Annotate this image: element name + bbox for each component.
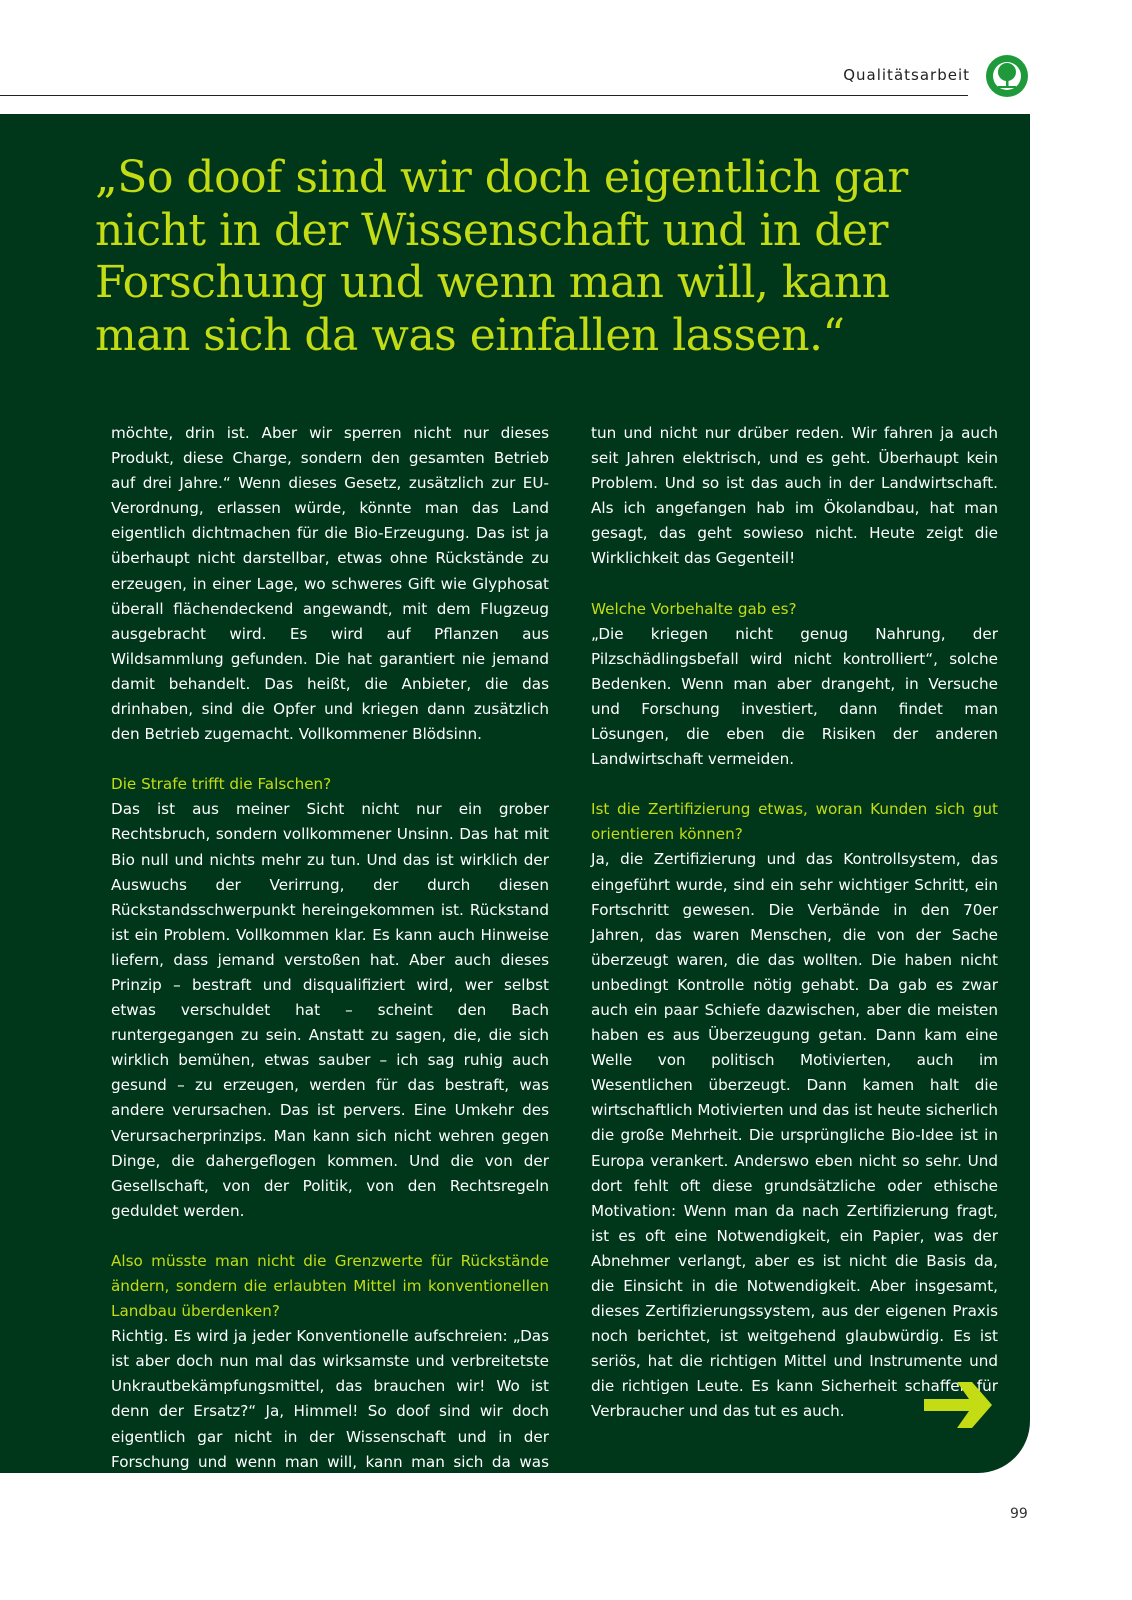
question-heading: Welche Vorbehalte gab es? xyxy=(591,599,797,618)
question-heading: Die Strafe trifft die Falschen? xyxy=(111,775,332,794)
tree-logo-icon xyxy=(985,54,1029,98)
section-label: Qualitätsarbeit xyxy=(843,66,970,84)
paragraph: „Die kriegen nicht genug Nahrung, der Pilzschädlingsbefall wird nicht kontrolliert“, solche Bedenken. Wenn man aber drangeht, in Versuche und Forschung investiert, dann findet man Lösungen, die eben die Risiken der anderen Landwirtschaft vermeiden. xyxy=(591,624,998,769)
page-number: 99 xyxy=(1010,1506,1028,1522)
column-right xyxy=(591,421,998,1450)
header-rule xyxy=(0,95,968,96)
paragraph: möchte, drin ist. Aber wir sperren nicht nur dieses Produkt, diese Charge, sondern den gesamten Betrieb auf drei Jahre.“ Wenn dieses Gesetz, zusätzlich zur EU-Verordnung, erlassen würde, könnte man das Land eigentlich dichtmachen für die Bio-Erzeugung. Das ist ja überhaupt nicht darstellbar, etwas ohne Rückstände zu erzeugen, in einer Lage, wo schweres Gift wie Glyphosat überall flächendeckend angewandt, mit dem Flugzeug ausgebracht wird. Es wird auf Pflanzen aus Wildsammlung gefunden. Die hat garantiert nie jemand damit behandelt. Das heißt, die Anbieter, die das drinhaben, sind die Opfer und kriegen dann zusätzlich den Betrieb zugemacht. Vollkommener Blödsinn. xyxy=(111,424,549,744)
paragraph: Das ist aus meiner Sicht nicht nur ein grober Rechtsbruch, sondern vollkommener Unsinn. Das hat mit Bio null und nichts mehr zu tun. Und das ist wirklich der Auswuchs der Verirrung, der durch diesen Rückstandsschwerpunkt hereingekommen ist. Rückstand ist ein Problem. Vollkommen klar. Es kann auch Hinweise liefern, dass jemand verstoßen hat. Aber auch dieses Prinzip – bestraft und disqualifiziert wird, wer selbst etwas verschuldet hat – scheint den Bach runtergegangen zu sein. Anstatt zu sagen, die, die sich wirklich bemühen, etwas sauber – ich sag ruhig auch gesund – zu erzeugen, werden für das bestraft, was andere verursachen. Das ist pervers. Eine Umkehr des Verursacherprinzips. Man kann sich nicht wehren gegen Dinge, die dahergeflogen kommen. Und die von der Gesellschaft, von der Politik, von den Rechtsregeln geduldet werden. xyxy=(111,800,549,1220)
pull-quote: „So doof sind wir doch eigentlich gar nicht in der Wissenschaft und in der Forschung und wenn man will, kann man sich da was einfallen lassen.“ xyxy=(95,152,908,361)
paragraph: tun und nicht nur drüber reden. Wir fahren ja auch seit Jahren elektrisch, und es geht. Überhaupt kein Problem. Und so ist das auch in der Landwirtschaft. Als ich angefangen hab im Ökolandbau, hat man gesagt, das geht sowieso nicht. Heute zeigt die Wirklichkeit das Gegenteil! xyxy=(591,424,998,568)
column-left xyxy=(111,421,549,1550)
question-heading: Ist die Zertifizierung etwas, woran Kunden sich gut orientieren können? xyxy=(591,800,998,844)
paragraph: Richtig. Es wird ja jeder Konventionelle aufschreien: „Das ist aber doch nun mal das wirksamste und verbreitetste Unkrautbekämpfungsmittel, das brauchen wir! Wo ist denn der Ersatz?“ Ja, Himmel! So doof sind wir doch eigentlich gar nicht in der Wissenschaft und in der Forschung und wenn man will, kann man sich da was einfallen lassen. Siehe die Entwicklung der Automobilindustrie. Man muss es nur selber xyxy=(111,1327,549,1521)
continue-arrow-icon xyxy=(924,1382,994,1428)
question-heading: Also müsste man nicht die Grenzwerte für Rückstände ändern, sondern die erlaubten Mittel im konventionellen Landbau überdenken? xyxy=(111,1251,549,1321)
paragraph: Ja, die Zertifizierung und das Kontrollsystem, das eingeführt wurde, sind ein sehr wichtiger Schritt, ein Fortschritt gewesen. Die Verbände in den 70er Jahren, das waren Menschen, die von der Sache überzeugt waren, die das wollten. Die haben nicht unbedingt Kontrolle nötig gehabt. Da gab es zwar auch ein paar Schiefe dazwischen, aber die meisten haben es aus Überzeugung getan. Dann kam eine Welle von politisch Motivierten, auch im Wesentlichen überzeugt. Dann kamen halt die wirtschaftlich Motivierten und das ist heute sicherlich die große Mehrheit. Die ursprüngliche Bio-Idee ist in Europa verankert. Anderswo eben nicht so sehr. Und dort fehlt oft diese grundsätzliche oder ethische Motivation: Wenn man da nach Zertifizierung fragt, ist es oft eine Notwendigkeit, ein Papier, was der Abnehmer verlangt, aber es ist nicht die Basis da, die Einsicht in die Notwendigkeit. Aber insgesamt, dieses Zertifizierungssystem, aus der eigenen Praxis noch berichtet, ist weitgehend glaubwürdig. Es ist seriös, hat die richtigen Mittel und Instrumente und die richtigen Leute. Es kann Sicherheit schaffen für Verbraucher und das tut es auch. xyxy=(591,850,998,1421)
